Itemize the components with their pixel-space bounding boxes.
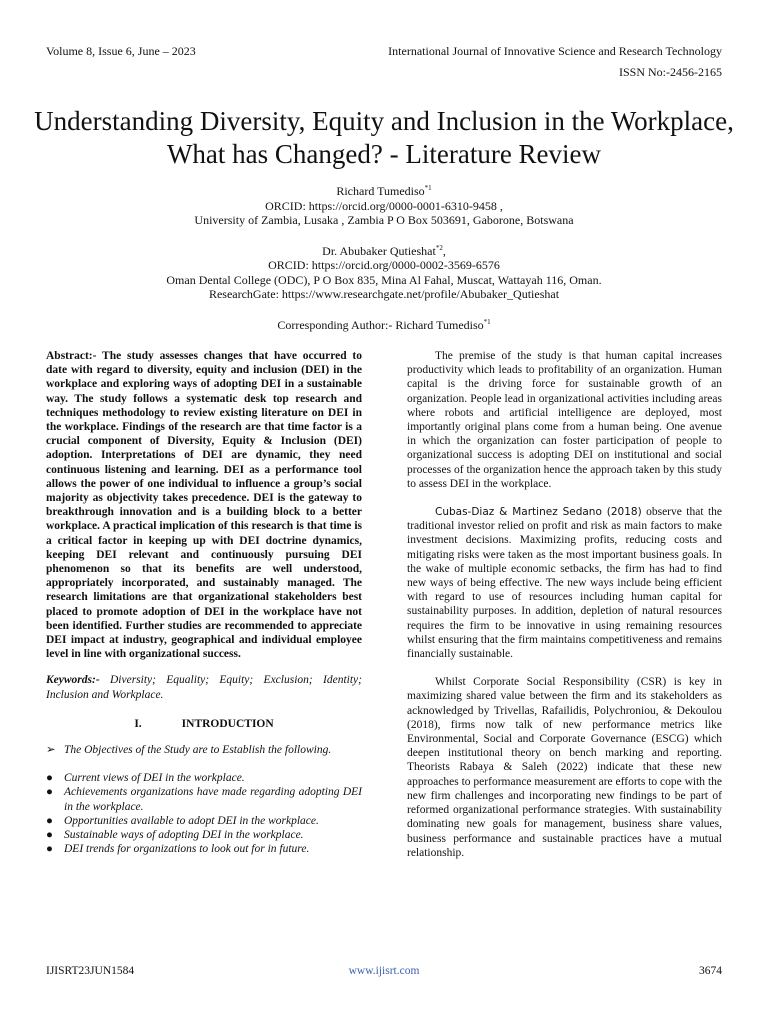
author-1-name: Richard Tumediso [336,184,425,198]
corresponding-author [0,315,768,333]
keywords-label: Keywords:- [46,674,100,687]
list-item [46,771,362,785]
author-1-sup: *1 [424,184,432,192]
abstract: Abstract:- The study assesses changes that have occurred to date with regard to diversity, equity and inclusion (DEI) in the workplace and exploring ways of adopting DEI in a sustainable way. The study follows a systematic desk top research and techniques methodology to review existing literature on DEI in the workplace. Findings of the research are that time factor is a crucial component of Diversity, Equity & Inclusion (DEI) adoption. Interpretations of DEI are dynamic, they need continuous listening and learning. DEI as a performance tool allows the power of one individual to influence a group’s social majority as objectivity takes precedence. DEI is the gateway to breakthrough innovation and is a building block to a better workplace. A practical implication of this research is that time is a critical factor in keeping up with DEI doctrine dynamics, keeping DEI relevant and continuously pursuing DEI phenomenon so that its benefits are well understood, appropriately incorporated, and sustainably managed. The research limitations are that organizational stakeholders best placed to promote adoption of DEI in the workplace have not been identified. Further studies are recommended to appreciate DEI impact at industry, geographical and individual employee level in line with organizational success. [46,350,362,661]
section-title: INTRODUCTION [181,717,274,730]
author-1-orcid[interactable]: ORCID: https://orcid.org/0000-0001-6310-9458 , [265,198,503,213]
list-item-text: Sustainable ways of adopting DEI in the workplace. [64,829,304,842]
footer-paper-id: IJISRT23JUN1584 [46,965,135,977]
bullet-icon: ● [46,786,53,799]
list-item-text: Opportunities available to adopt DEI in the workplace. [64,814,319,827]
issn: ISSN No:-2456-2165 [618,65,722,79]
journal-name: International Journal of Innovative Science and Research Technology [388,44,722,58]
author-1 [0,181,768,228]
footer-url[interactable]: www.ijisrt.com [348,965,420,977]
list-item [46,785,362,813]
author-2: Dr. Abubaker Qutieshat$^{*2}$, ORCID: https://orcid.org/0000-0002-3569-6576 Oman Dental College (ODC), P O Box 835, Mina Al Fahal, Muscat, Wattayah 116, Oman. ResearchGate: https://www.researchgate.net/profile/Abubaker_Qutieshat [0,241,768,302]
objectives-intro [46,743,362,757]
keywords-text: Diversity; Equality; Equity; Exclusion; Identity; Inclusion and Workplace. [46,674,362,701]
paragraph-investor [407,505,722,661]
author-2-name: Dr. Abubaker Qutieshat [322,243,436,258]
volume-issue: Volume 8, Issue 6, June – 2023 [46,44,196,58]
keywords [46,673,362,701]
list-item [46,842,362,856]
corresponding-author-text: Corresponding Author:- Richard Tumediso [277,317,484,332]
list-item-text: Current views of DEI in the workplace. [64,772,245,785]
arrow-icon: ➢ [46,744,56,757]
paragraph-investor-text: observe that the traditional investor relied on profit and risk as main factors to make investment decisions. Maximizing profits, reducing costs and mitigating risks were taken as the most important business goals. In the wake of multiple economic setbacks, the firm has had to find new ways of being effective. The new ways include being efficient with regard to use of resources including human capital for sustainability purposes. In addition, depletion of natural resources requires the firm to be innovative in using remaining resources whilst ensuring that the firm maintains competitiveness and remains financially sustainable. [407,506,722,661]
author-block [0,181,768,332]
list-item [46,828,362,842]
section-heading [46,717,362,731]
author-2-researchgate[interactable]: ResearchGate: https://www.researchgate.net/profile/Abubaker_Qutieshat [208,287,560,301]
author-2-orcid[interactable]: ORCID: https://orcid.org/0000-0002-3569-6576 [268,258,500,272]
footer-page-number: 3674 [699,965,722,977]
corresponding-author-sup: *1 [483,317,491,326]
author-2-sup: *2 [435,243,443,252]
bullet-icon: ● [46,843,53,856]
list-item-text: Achievements organizations have made regarding adopting DEI in the workplace. [64,786,362,813]
section-number: I. [134,717,142,730]
right-column [407,349,722,874]
author-2-affiliation: Oman Dental College (ODC), P O Box 835, Mina Al Fahal, Muscat, Wattayah 116, Oman. [166,272,602,287]
paragraph-csr: Whilst Corporate Social Responsibility (CSR) is key in maximizing shared value between the firm and its stakeholders as acknowledged by Trivellas, Rafailidis, Polychroniou, & Dekoulou (2018), firms now talk of new performance metrics like Environmental, Social and Corporate Governance (ESCG) which deepen institutional theory on bench marking and reporting. Theorists Rabaya & Saleh (2022) indicate that these new approaches to performance measurement are efforts to cope with the new firm challenges and incorporating new findings to be part of reformed organizational performance strategies. With sustainability dominating new goals for management, business share values, business performance and sustainable practices have a mutual relationship. [407,676,722,859]
paragraph-premise: The premise of the study is that human capital increases productivity which leads to profitability of an organization. Human capital is the driving force for sustainable growth of an organization. People lead in organizational activities including areas where robots and artificial intelligence are deployed, most importantly original plans come from a human being. One avenue in which the organization can foster participation of people to organizational success is adopting DEI on institutional and social processes of the organization hence the approach taken by this study to assess DEI in the workplace. [407,350,722,490]
left-column [46,349,362,857]
paper-title: Understanding Diversity, Equity and Inclusion in the Workplace, What has Changed? - Literature Review [34,106,734,170]
bullet-icon: ● [46,814,53,827]
list-item [46,814,362,828]
bullet-icon: ● [46,829,53,842]
objectives-text: The Objectives of the Study are to Establish the following. [64,744,332,757]
author-1-affiliation: University of Zambia, Lusaka , Zambia P O Box 503691, Gaborone, Botswana [194,213,574,227]
citation: Cubas-Diaz & Martinez Sedano (2018) [435,506,642,519]
objectives-list [46,771,362,856]
list-item-text: DEI trends for organizations to look out for in future. [64,843,310,856]
bullet-icon: ● [46,772,53,785]
